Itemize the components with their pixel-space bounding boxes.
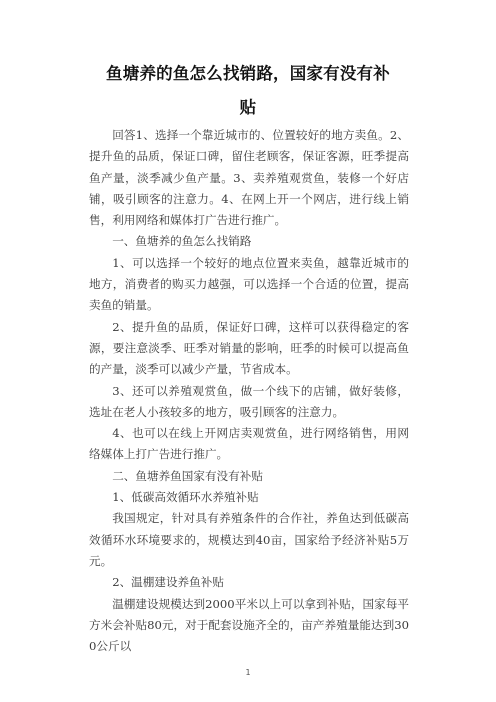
paragraph-subsidy-1: 我国规定，针对具有养殖条件的合作社，养鱼达到低碳高效循环水环境要求的，规模达到40亩，国家给予经济补贴5万元。 [89, 511, 409, 568]
paragraph-sales-1: 1、可以选择一个较好的地点位置来卖鱼，越靠近城市的地方，消费者的购买力越强，可以选择一个合适的位置，提高卖鱼的销量。 [89, 255, 409, 313]
document-title: 鱼塘养的鱼怎么找销路，国家有没有补贴 [106, 64, 390, 117]
paragraph-subsidy-2: 温棚建设规模达到2000平米以上可以拿到补贴，国家每平方米会补贴80元，对于配套设施齐全的，亩产养殖量能达到300公斤以 [89, 596, 409, 654]
section-heading-subsidy: 二、鱼塘养鱼国家有没有补贴 [112, 468, 263, 483]
subheading-subsidy-1: 1、低碳高效循环水养殖补贴 [112, 490, 259, 505]
paragraph-sales-4: 4、也可以在线上开网店卖观赏鱼，进行网络销售，用网络媒体上打广告进行推广。 [89, 426, 409, 462]
paragraph-answer: 回答1、选择一个靠近城市的、位置较好的地方卖鱼。2、提升鱼的品质，保证口碑，留住老顾客，保证客源，旺季提高鱼产量，淡季减少鱼产量。3、卖养殖观赏鱼，装修一个好店铺，吸引顾客的注意力。4、在网上开一个网店，进行线上销售，利用网络和媒体打广告进行推广。 [89, 128, 409, 228]
page-number: 1 [245, 668, 251, 677]
subheading-subsidy-2: 2、温棚建设养鱼补贴 [112, 575, 224, 590]
document-body [89, 125, 409, 657]
paragraph-sales-2: 2、提升鱼的品质，保证好口碑，这样可以获得稳定的客源，要注意淡季、旺季对销量的影响，旺季的时候可以提高鱼的产量，淡季可以减少产量，节省成本。 [89, 319, 409, 377]
paragraph-sales-3: 3、还可以养殖观赏鱼，做一个线下的店铺，做好装修，选址在老人小孩较多的地方，吸引顾客的注意力。 [89, 383, 409, 419]
section-heading-sales: 一、鱼塘养的鱼怎么找销路 [112, 234, 252, 249]
